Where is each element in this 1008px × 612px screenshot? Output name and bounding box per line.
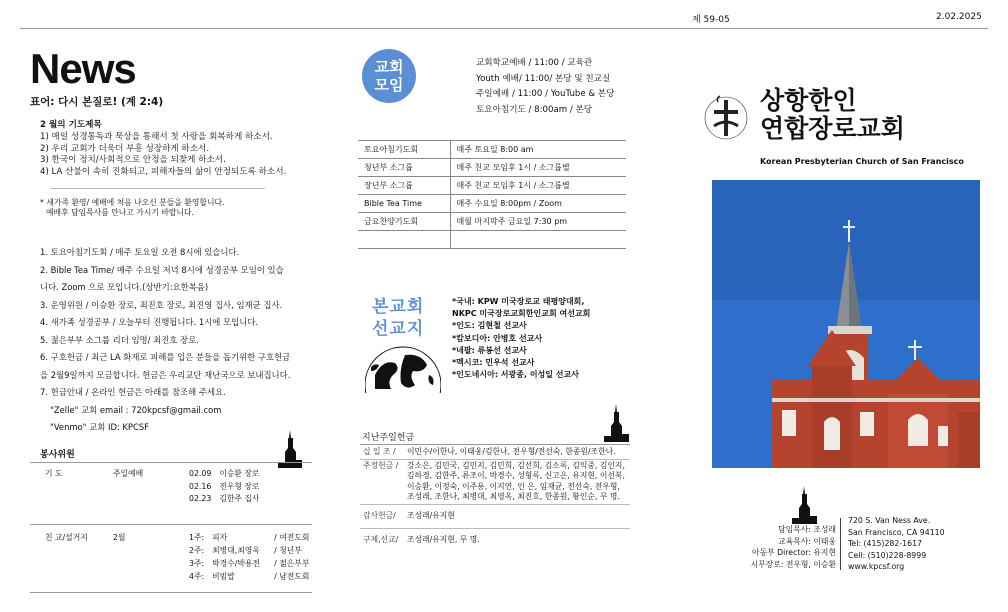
duty-group: / 젊은부부 xyxy=(274,559,310,568)
prayer-item: 4) LA 산불이 속히 진화되고, 피해자들의 삶이 안정되도록 하소서. xyxy=(40,167,287,178)
meeting-name: 금요찬양기도회 xyxy=(358,213,450,231)
duty-who: 최병대,최영옥 xyxy=(212,546,260,555)
meeting-time: 매주 수요일 8:00pm / Zoom xyxy=(450,195,626,213)
church-name-english: Korean Presbyterian Church of San Francisco xyxy=(760,157,964,166)
divider xyxy=(30,592,312,593)
church-photo xyxy=(712,180,980,468)
page-title: News xyxy=(30,45,136,92)
divider xyxy=(30,462,312,463)
schedule-line: 주일예배 / 11:00 / YouTube & 본당 xyxy=(476,89,615,99)
duty-label: 기 도 xyxy=(45,469,63,478)
address-line: 720 S. Van Ness Ave. xyxy=(848,516,931,525)
notice-line: 5. 젊은부부 소그룹 리더 임명/ 최진호 장로. xyxy=(40,334,199,345)
meeting-time: 매주 친교 모임후 1시 / 소그룹별 xyxy=(450,177,626,195)
offering-names: 조성래/유지현, 무 명. xyxy=(404,528,630,551)
mission-line: *캄보디아: 안병호 선교사 xyxy=(452,333,543,343)
meeting-time xyxy=(450,231,626,249)
missions-title: 본교회 선교지 xyxy=(372,297,425,339)
table-row xyxy=(358,141,626,159)
welcome-note xyxy=(40,198,225,218)
duty-month: 2월 xyxy=(113,533,126,542)
table-row xyxy=(360,504,630,528)
missions-list xyxy=(452,296,590,381)
mission-line: *멕시코: 민우석 선교사 xyxy=(452,358,535,368)
table-row xyxy=(360,446,630,459)
schedule-line: 토요아침기도 / 8:00am / 본당 xyxy=(476,104,593,115)
church-silhouette-icon xyxy=(602,404,632,444)
duty-service: 주일예배 xyxy=(113,469,144,478)
table-row xyxy=(360,528,630,551)
notice-line: 4. 새가족 성경공부 / 오늘부터 진행됩니다. 1시에 모입니다. xyxy=(40,317,259,327)
fellowship-duty-table xyxy=(40,530,314,584)
offering-type: 감사헌금/ xyxy=(360,504,404,528)
table-row xyxy=(358,159,626,177)
schedule-line: 교회학교예배 / 11:00 / 교육관 xyxy=(476,58,593,68)
zelle-info: "Zelle" 교회 email : 720kpcsf@gmail.com xyxy=(50,404,222,415)
duty-week: 2주: xyxy=(189,546,205,555)
staff-line: 교육목사: 이태웅 xyxy=(778,536,836,546)
duty-group: / 청년부 xyxy=(274,546,302,555)
notice-line: 1. 토요아침기도회 / 매주 토요일 오전 8시에 있습니다. xyxy=(40,247,240,257)
schedule-line: Youth 예배/ 11:00/ 본당 및 친교실 xyxy=(476,73,611,84)
duty-name: 전우형 장로 xyxy=(219,481,260,491)
divider xyxy=(360,444,630,445)
phone: Tel: (415)282-1617 xyxy=(848,539,923,549)
worship-schedule xyxy=(476,56,614,118)
cell-phone: Cell: (510)228-8999 xyxy=(848,550,927,560)
meetings-table xyxy=(358,140,626,249)
offering-type: 십 일 조 / xyxy=(363,447,396,456)
mission-line: *인도네시아: 서광종, 이성일 선교사 xyxy=(452,370,579,380)
service-title: 봉사위원 xyxy=(40,450,75,460)
offering-names: 이민수/이한나, 이태웅/김한나, 전우형/전선숙, 한종원/조한나. xyxy=(407,447,616,456)
issue-date: 2.02.2025 xyxy=(936,12,982,22)
motto: 표어: 다시 본질로! (계 2:4) xyxy=(30,96,164,108)
table-row xyxy=(358,231,626,249)
staff-line: 아동부 Director: 유지현 xyxy=(752,548,836,558)
prayer-duty-table xyxy=(40,467,264,507)
staff-line: 시무장로: 전우형, 이승환 xyxy=(750,559,836,569)
meeting-time: 매월 마지막주 금요일 7:30 pm xyxy=(450,213,626,231)
table-row xyxy=(358,213,626,231)
prayer-item: 3) 한국이 정치/사회적으로 안정을 되찾게 하소서. xyxy=(40,155,226,166)
mission-line: *인도: 김현철 선교사 xyxy=(452,321,527,331)
duty-date: 02.16 xyxy=(189,481,212,491)
mission-line: NKPC 미국장로교회한인교회 여선교회 xyxy=(452,309,591,319)
table-row xyxy=(358,177,626,195)
meeting-time: 매주 친교 모임후 1시 / 소그룹별 xyxy=(450,159,626,177)
duty-date: 02.23 xyxy=(189,494,212,503)
divider xyxy=(50,188,265,189)
issue-number: 제 59-05 xyxy=(692,15,730,25)
duty-name: 김한주 집사 xyxy=(219,494,260,503)
mission-line: *국내: KPW 미국장로교 태평양대회, xyxy=(452,297,585,306)
website-link[interactable]: www.kpcsf.org xyxy=(848,562,905,572)
staff-line: 담임목사: 조성래 xyxy=(778,525,836,534)
duty-who: 피자 xyxy=(212,533,228,542)
meeting-name: 토요아침기도회 xyxy=(358,141,450,159)
duty-who: 박경수/박용전 xyxy=(212,559,260,568)
meeting-name: Bible Tea Time xyxy=(358,195,450,213)
notice-line: 7. 헌금안내 / 온라인 헌금은 아래를 참조해 주세요. xyxy=(40,387,226,397)
meeting-name: 장년부 소그룹 xyxy=(358,177,450,195)
table-row xyxy=(358,195,626,213)
duty-label: 친 교/설거지 xyxy=(45,533,88,542)
welcome-line: * 새가족 환영/ 예배에 처음 나오신 분들을 환영합니다. xyxy=(40,198,225,207)
notice-line: 6. 구호헌금 / 최근 LA 화재로 피해를 입은 분들을 돕기위한 구호헌금 xyxy=(40,352,291,362)
notice-line: 3. 운영위원 / 이승환 장로, 최진호 장로, 최진영 집사, 임재균 집사. xyxy=(40,299,283,310)
divider xyxy=(840,518,841,570)
welcome-line: 예배후 담임목사를 만나고 가시기 바랍니다. xyxy=(46,208,194,217)
prayer-title: 2 월의 기도제목 xyxy=(40,120,102,130)
duty-week: 1주: xyxy=(189,533,205,542)
duty-who: 비빔밥 xyxy=(212,572,235,581)
offerings-table xyxy=(360,446,630,551)
prayer-topics xyxy=(40,120,286,179)
address-line: San Francisco, CA 94110 xyxy=(848,527,945,537)
meetings-badge: 교회 모임 xyxy=(362,49,416,103)
pcusa-logo-icon xyxy=(702,92,750,148)
meeting-name: 청년부 소그룹 xyxy=(358,159,450,177)
meeting-name xyxy=(358,231,450,249)
notice-line: 2. Bible Tea Time/ 매주 수요일 저녁 8시에 성경공부 모임이 있습 xyxy=(40,264,284,275)
duty-week: 3주: xyxy=(189,559,205,568)
notice-line: 니다. Zoom 으로 모입니다.(상반기:요한복음) xyxy=(40,282,209,292)
notice-line: 을 2월9일까지 모금합니다. 헌금은 우리교단 재난국으로 보내집니다. xyxy=(40,369,291,380)
prayer-item: 2) 우리 교회가 더욱더 부흥 성장하게 하소서. xyxy=(40,143,210,154)
duty-group: / 여전도회 xyxy=(274,533,310,542)
church-silhouette-icon xyxy=(274,430,306,470)
divider xyxy=(30,524,312,525)
offerings-title: 지난주일헌금 xyxy=(362,433,415,443)
duty-group: / 남전도회 xyxy=(274,572,310,581)
offering-type: 주정헌금 / xyxy=(360,459,404,504)
announcements xyxy=(40,244,315,437)
header-rule xyxy=(20,28,988,29)
contact-info xyxy=(848,515,945,573)
table-row xyxy=(360,459,630,504)
duty-name: 이승환 장로 xyxy=(219,469,260,478)
church-silhouette-icon xyxy=(790,486,820,526)
offering-type: 구제,선교/ xyxy=(360,528,404,551)
venmo-info: "Venmo" 교회 ID: KPCSF xyxy=(50,422,149,432)
globe-icon xyxy=(365,345,441,393)
offering-names: 조성래/유지현 xyxy=(404,504,630,528)
church-name-korean: 상항한인 연합장로교회 xyxy=(760,86,905,143)
duty-week: 4주: xyxy=(189,572,205,581)
meeting-time: 매주 토요일 8:00 am xyxy=(450,141,626,159)
offering-names: 강소은, 김민국, 김민지, 김민희, 김선희, 김소록, 김익중, 김인지, 김하경, 김한주, 류조이, 박경수, 성형록, 신고은, 유지현, 이선복, 이승환, 이정숙, 이주용, 이지연, 인 은, 임재균, 전선숙, 전우형, 조성래, 조한나, 최병대, 최영옥, 최진호, 한종원, 황인순, 무 명. xyxy=(404,459,630,504)
prayer-item: 1) 매일 성경통독과 묵상을 통해서 첫 사랑을 회복하게 하소서. xyxy=(40,131,273,142)
staff-list xyxy=(716,524,836,570)
duty-date: 02.09 xyxy=(189,469,212,478)
mission-line: *네팔: 류봉선 선교사 xyxy=(452,345,527,355)
